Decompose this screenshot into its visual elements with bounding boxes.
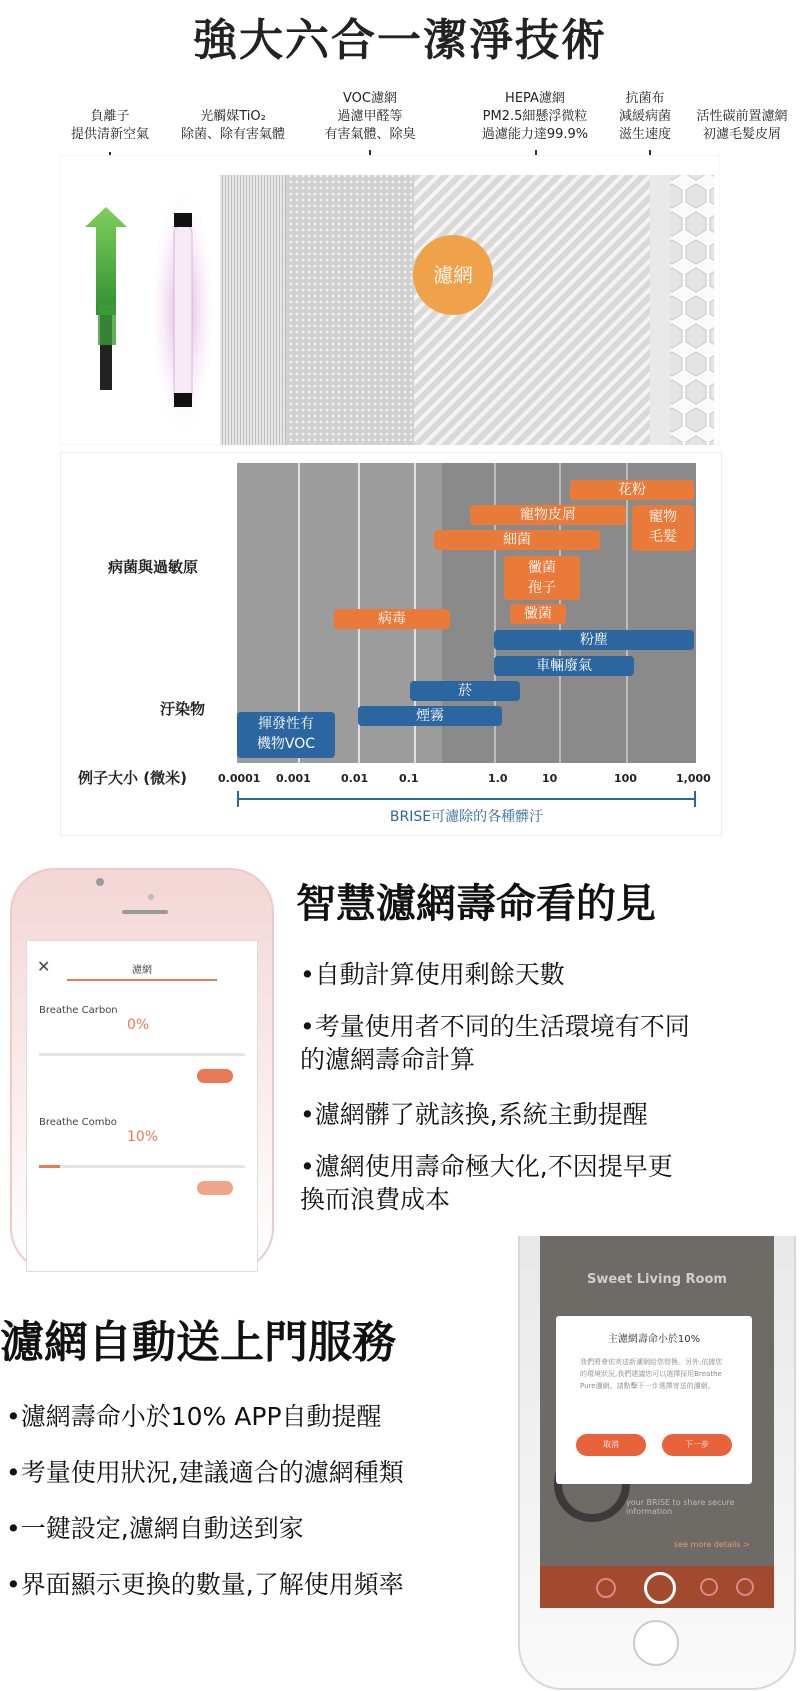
next-button[interactable]: 下一步	[662, 1434, 732, 1456]
bar-pet-hair: 寵物 毛髮	[632, 505, 694, 551]
close-icon[interactable]: ✕	[37, 957, 51, 976]
tick-label: 0.1	[399, 772, 419, 785]
bar-smoke: 菸	[410, 681, 520, 701]
section2-bullet: •濾網髒了就該換,系統主動提醒	[300, 1100, 648, 1129]
label-negative-ion: 負離子 提供清新空氣	[70, 109, 149, 142]
home-button[interactable]	[633, 1620, 679, 1666]
tick-label: 1,000	[676, 772, 711, 785]
tick-label: 0.001	[276, 772, 311, 785]
dialog-title: 主濾網壽命小於10%	[607, 1334, 701, 1345]
row-label-allergens: 病菌與過敏原	[108, 558, 199, 576]
bar-mold: 黴菌	[510, 604, 566, 624]
filter2-name: Breathe Combo	[39, 1117, 117, 1128]
phone-screen	[540, 1236, 774, 1608]
bar-voc: 揮發性有 機物VOC	[237, 712, 335, 758]
power-icon[interactable]	[644, 1572, 676, 1604]
tick-label: 0.01	[341, 772, 369, 785]
section3-bullet: •考量使用狀況,建議適合的濾網種類	[6, 1458, 404, 1487]
tick-label: 1.0	[488, 772, 508, 785]
filter-dialog	[556, 1316, 752, 1484]
label-hepa-filter: HEPA濾網 PM2.5細懸浮微粒 過濾能力達99.9%	[481, 91, 589, 142]
uv-lamp-icon	[151, 190, 215, 430]
info-text: your BRISE to share secure information	[626, 1498, 735, 1516]
bar-virus: 病毒	[334, 609, 450, 629]
filter1-percent: 0%	[127, 1017, 150, 1033]
bar-bacteria: 細菌	[434, 530, 600, 550]
see-more-link[interactable]: see more details >	[674, 1540, 750, 1549]
section3-bullet: •一鍵設定,濾網自動送到家	[6, 1514, 304, 1543]
label-voc-filter: VOC濾網 過濾甲醛等 有害氣體、除臭	[324, 91, 416, 142]
section3-heading: 濾網自動送上門服務	[0, 1317, 396, 1368]
filter2-progress-fill	[39, 1165, 60, 1168]
filter2-reset-button[interactable]	[197, 1181, 233, 1195]
filter-layers-illustration	[60, 155, 720, 445]
filter1-progress	[39, 1053, 245, 1056]
bar-pollen: 花粉	[570, 480, 694, 500]
filter1-reset-button[interactable]	[197, 1069, 233, 1083]
section3-bullet: •界面顯示更換的數量,了解使用頻率	[6, 1570, 404, 1599]
label-antibacterial-cloth: 抗菌布 減緩病菌 滋生速度	[618, 91, 671, 142]
section3-bullet: •濾網壽命小於10% APP自動提醒	[6, 1402, 382, 1431]
bar-vehicle-exhaust: 車輛廢氣	[494, 656, 634, 676]
range-line	[237, 798, 696, 800]
room-name: Sweet Living Room	[587, 1272, 727, 1287]
fan-icon[interactable]	[736, 1578, 754, 1596]
tick-label: 10	[542, 772, 558, 785]
cancel-button[interactable]: 取消	[576, 1434, 646, 1456]
phone-filter-app	[10, 868, 274, 1272]
bar-fog: 煙霧	[358, 706, 502, 726]
page-title: 強大六合一潔淨技術	[193, 15, 607, 66]
section2-bullet: •自動計算使用剩餘天數	[300, 960, 565, 989]
phone-screen	[26, 940, 258, 1272]
section2-bullet: •濾網使用壽命極大化,不因提早更 換而浪費成本	[300, 1152, 673, 1214]
section2-bullet: •考量使用者不同的生活環境有不同 的濾網壽命計算	[300, 1012, 690, 1074]
filter1-name: Breathe Carbon	[39, 1005, 118, 1016]
label-photocatalyst: 光觸媒TiO₂ 除菌、除有害氣體	[180, 109, 285, 142]
svg-text:濾網: 濾網	[433, 263, 473, 287]
moon-icon[interactable]	[700, 1578, 718, 1596]
bottom-nav	[540, 1566, 774, 1608]
bar-dust: 粉塵	[494, 630, 694, 650]
settings-icon[interactable]	[596, 1578, 616, 1598]
dialog-body: 我們將會依寄送新濾網給您替換。另外,依據您的環境狀況,我們建議您可以選擇採用Breathe Pure濾網。請點擊下一步選擇寄送的濾網。	[580, 1358, 723, 1390]
tick-label: 100	[614, 772, 637, 785]
phone-delivery-app	[518, 1236, 796, 1690]
range-label: BRISE可濾除的各種髒汙	[389, 809, 544, 825]
label-carbon-prefilter: 活性碳前置濾網 初濾毛髮皮屑	[696, 109, 788, 142]
row-label-pollutants: 汙染物	[160, 700, 206, 718]
section2-heading: 智慧濾網壽命看的見	[296, 881, 656, 927]
tick-label: 0.0001	[218, 772, 261, 785]
bar-mold-spores: 黴菌 孢子	[504, 556, 580, 600]
filter2-percent: 10%	[127, 1129, 159, 1145]
filter2-progress	[39, 1165, 245, 1168]
axis-label: 例子大小 (微米)	[78, 769, 187, 787]
screen-title: 濾網	[132, 965, 152, 976]
bar-pet-dander: 寵物皮屑	[470, 505, 626, 525]
